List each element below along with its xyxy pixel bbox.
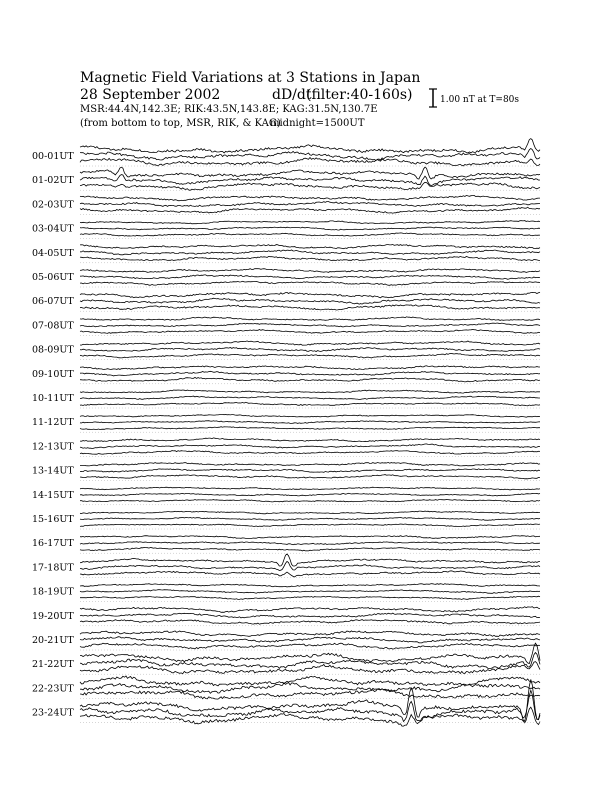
row-label: 23-24UT (32, 707, 74, 719)
row-label: 10-11UT (32, 393, 74, 404)
row-label: 02-03UT (32, 199, 74, 211)
row-label: 19-20UT (32, 610, 74, 622)
trace-kag (80, 195, 540, 200)
row-label: 20-21UT (32, 635, 74, 646)
trace-rik (80, 590, 540, 594)
row-label: 18-19UT (32, 586, 74, 598)
trace-msr (80, 662, 540, 674)
row-label: 03-04UT (32, 223, 74, 235)
row-label: 01-02UT (32, 175, 74, 187)
trace-rik (80, 637, 540, 643)
trace-rik (80, 149, 540, 161)
trace-kag (80, 536, 540, 539)
trace-kag (80, 139, 540, 153)
row-label: 08-09UT (32, 344, 74, 356)
trace-msr (80, 547, 540, 551)
trace-msr (80, 596, 540, 599)
trace-kag (80, 631, 540, 637)
trace-msr (80, 620, 540, 625)
trace-kag (80, 462, 540, 466)
trace-msr (80, 707, 540, 726)
trace-msr (80, 571, 540, 577)
chart-date: 28 September 2002 (80, 87, 221, 103)
row-label: 14-15UT (32, 489, 74, 501)
trace-kag (80, 292, 540, 298)
trace-rik (80, 250, 540, 255)
trace-kag (80, 366, 540, 370)
trace-msr (80, 643, 540, 649)
trace-kag (80, 390, 540, 393)
row-label: 09-10UT (32, 368, 74, 380)
row-label: 05-06UT (32, 272, 74, 283)
trace-kag (80, 511, 540, 514)
trace-rik (80, 517, 540, 520)
row-label: 16-17UT (32, 538, 74, 550)
trace-rik (80, 493, 540, 496)
row-label: 04-05UT (32, 247, 74, 259)
row-label: 22-23UT (32, 683, 74, 695)
row-label: 07-08UT (32, 320, 74, 332)
trace-msr (80, 475, 540, 479)
trace-rik (80, 421, 540, 424)
trace-kag (80, 415, 540, 418)
trace-msr (80, 451, 540, 455)
filter-label: (filter:40-160s) (306, 87, 413, 103)
trace-kag (80, 438, 540, 442)
trace-kag (80, 341, 540, 345)
trace-rik (80, 653, 540, 669)
trace-msr (80, 281, 540, 285)
trace-rik (80, 542, 540, 545)
trace-msr (80, 233, 540, 236)
station-order-note: (from bottom to top, MSR, RIK, & KAG) (80, 118, 281, 129)
station-coordinates: MSR:44.4N,142.3E; RIK:43.5N,143.8E; KAG:31.5N,130.7E (80, 104, 378, 115)
midnight-note: midnight=1500UT (270, 118, 365, 129)
scale-label: 1.00 nT at T=80s (440, 95, 520, 105)
row-label: 21-22UT (32, 659, 74, 671)
trace-rik (80, 275, 540, 279)
trace-kag (80, 643, 540, 663)
row-label: 11-12UT (32, 417, 74, 429)
trace-msr (80, 427, 540, 430)
row-label: 06-07UT (32, 296, 74, 308)
trace-msr (80, 402, 540, 406)
trace-rik (80, 371, 540, 376)
trace-kag (80, 607, 540, 613)
trace-msr (80, 500, 540, 502)
trace-msr (80, 330, 540, 334)
trace-rik (80, 202, 540, 207)
trace-kag (80, 584, 540, 587)
trace-kag (80, 245, 540, 249)
trace-kag (80, 554, 540, 566)
row-label: 17-18UT (32, 562, 74, 574)
trace-kag (80, 487, 540, 490)
trace-kag (80, 317, 540, 321)
row-label: 12-13UT (32, 441, 74, 453)
trace-rik (80, 613, 540, 618)
trace-msr (80, 305, 540, 310)
row-label: 13-14UT (32, 465, 74, 477)
trace-rik (80, 396, 540, 399)
trace-kag (80, 221, 540, 224)
trace-rik (80, 323, 540, 327)
trace-kag (80, 167, 540, 179)
trace-rik (80, 227, 540, 230)
trace-rik (80, 469, 540, 473)
trace-rik (80, 298, 540, 304)
trace-msr (80, 524, 540, 527)
trace-rik (80, 348, 540, 352)
trace-msr (80, 207, 540, 213)
trace-rik (80, 444, 540, 449)
trace-kag (80, 676, 540, 686)
row-label: 00-01UT (32, 151, 74, 162)
trace-msr (80, 354, 540, 358)
trace-rik (80, 561, 540, 570)
trace-kag (80, 269, 540, 273)
trace-msr (80, 377, 540, 382)
row-label: 15-16UT (32, 514, 74, 525)
trace-msr (80, 256, 540, 260)
component-label: dD/dt (272, 87, 312, 103)
chart-title: Magnetic Field Variations at 3 Stations in Japan (80, 70, 421, 86)
trace-msr (80, 689, 540, 699)
trace-msr (80, 182, 540, 190)
